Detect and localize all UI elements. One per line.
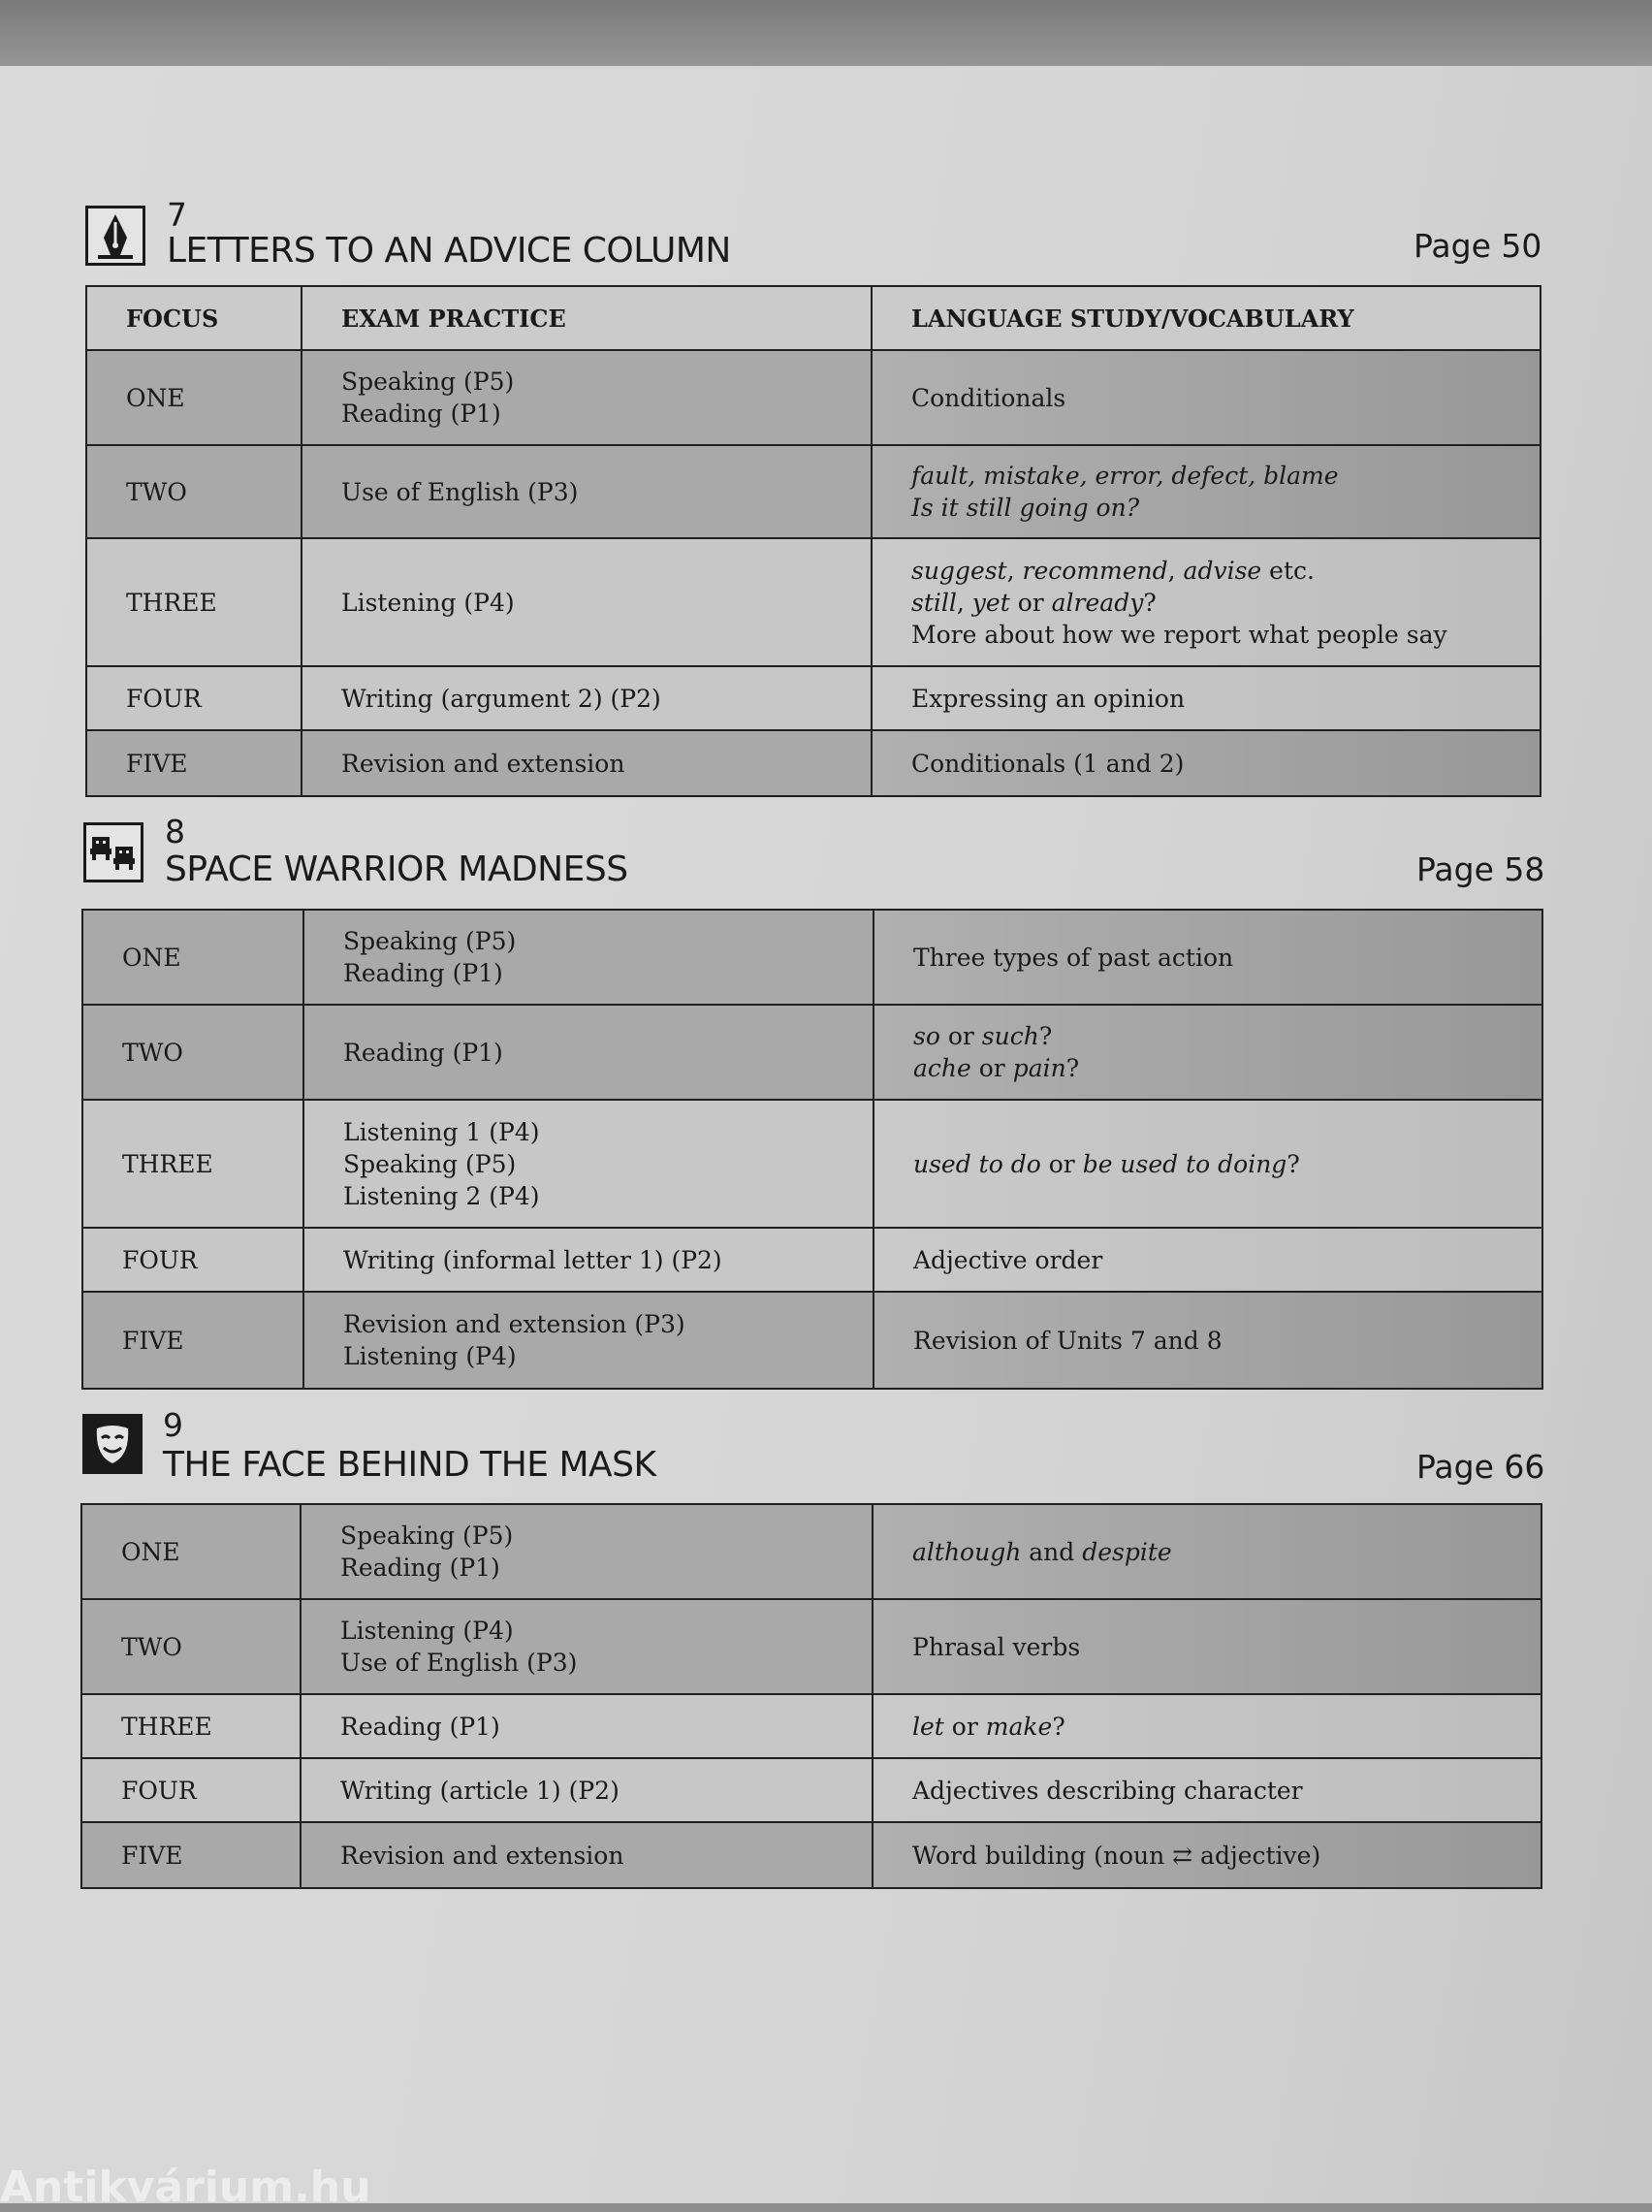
focus-cell: ONE <box>82 910 303 1005</box>
text-segment: advise <box>1183 556 1262 585</box>
unit-page-ref: Page 66 <box>1416 1448 1545 1486</box>
language-study-line <box>911 382 1540 414</box>
language-study-line <box>912 1536 1541 1568</box>
table-row <box>82 1292 1542 1389</box>
mask-icon <box>82 1414 143 1474</box>
language-study-cell <box>872 538 1541 666</box>
focus-cell: ONE <box>86 350 302 445</box>
exam-practice-line: Reading (P1) <box>340 1554 500 1582</box>
exam-practice-cell <box>301 1822 873 1888</box>
exam-practice-line: Listening (P4) <box>340 1617 514 1645</box>
text-segment: Conditionals (1 and 2) <box>911 749 1185 778</box>
language-study-cell <box>872 445 1541 538</box>
space-invaders-icon <box>83 822 143 882</box>
focus-cell: TWO <box>81 1599 301 1694</box>
focus-cell: THREE <box>81 1694 301 1758</box>
language-study-line <box>912 1840 1541 1872</box>
table-row <box>81 1758 1541 1822</box>
language-study-cell <box>872 350 1541 445</box>
exam-practice-cell <box>302 730 872 796</box>
exam-practice-cell <box>301 1694 873 1758</box>
focus-cell: THREE <box>82 1100 303 1228</box>
language-study-cell <box>872 666 1541 730</box>
pen-nib-icon <box>85 206 145 266</box>
exam-practice-cell <box>302 666 872 730</box>
exam-practice-line: Reading (P1) <box>340 1712 500 1741</box>
text-segment: ? <box>1065 1054 1080 1082</box>
text-segment: or <box>1009 588 1052 617</box>
text-segment: such <box>981 1022 1039 1050</box>
unit-title: THE FACE BEHIND THE MASK <box>163 1445 656 1485</box>
exam-practice-line: Speaking (P5) <box>340 1522 514 1550</box>
unit-page-ref: Page 58 <box>1416 850 1545 888</box>
text-segment: ? <box>1038 1022 1053 1050</box>
exam-practice-cell <box>303 1228 874 1292</box>
table-row <box>82 1005 1542 1100</box>
table-row <box>81 1599 1541 1694</box>
exam-practice-cell <box>301 1758 873 1822</box>
text-segment: pain <box>1012 1054 1066 1082</box>
text-segment: although <box>912 1537 1022 1566</box>
language-study-line <box>911 619 1540 651</box>
exam-practice-cell <box>303 910 874 1005</box>
language-study-line <box>911 587 1540 619</box>
unit-title: SPACE WARRIOR MADNESS <box>165 850 628 889</box>
exam-practice-line: Revision and extension (P3) <box>343 1310 685 1338</box>
exam-practice-line: Listening (P4) <box>341 588 515 617</box>
language-study-line <box>912 1711 1541 1743</box>
exam-practice-line: Use of English (P3) <box>341 477 579 506</box>
text-segment: yet <box>971 588 1010 617</box>
focus-cell: FIVE <box>82 1292 303 1389</box>
exam-practice-cell <box>302 445 872 538</box>
language-study-cell <box>873 1694 1541 1758</box>
text-segment: or <box>1040 1149 1083 1178</box>
language-study-cell <box>873 1599 1541 1694</box>
column-header: EXAM PRACTICE <box>302 286 872 350</box>
text-segment: Adjectives describing character <box>912 1776 1303 1805</box>
table-row <box>86 538 1541 666</box>
text-segment: so <box>913 1022 940 1050</box>
text-segment: already <box>1051 588 1144 617</box>
text-segment: or <box>939 1022 982 1050</box>
column-header: FOCUS <box>86 286 302 350</box>
exam-practice-cell <box>303 1292 874 1389</box>
focus-cell: ONE <box>81 1504 301 1599</box>
exam-practice-line: Reading (P1) <box>343 959 503 987</box>
language-study-line <box>911 683 1540 715</box>
table-row <box>86 730 1541 796</box>
language-study-cell <box>874 1228 1542 1292</box>
text-segment: ? <box>1287 1149 1300 1178</box>
table-row <box>82 1228 1542 1292</box>
exam-practice-line: Writing (article 1) (P2) <box>340 1776 620 1805</box>
focus-cell: FIVE <box>81 1822 301 1888</box>
text-segment: recommend <box>1022 556 1168 585</box>
language-study-cell <box>874 1100 1542 1228</box>
table-row <box>82 1100 1542 1228</box>
language-study-line <box>913 1020 1541 1052</box>
table-row <box>81 1694 1541 1758</box>
exam-practice-line: Writing (informal letter 1) (P2) <box>343 1245 722 1274</box>
language-study-cell <box>874 1292 1542 1389</box>
text-segment: still <box>911 588 957 617</box>
table-row <box>81 1822 1541 1888</box>
language-study-line <box>911 748 1540 780</box>
unit-number: 8 <box>165 813 185 850</box>
text-segment: despite <box>1082 1537 1172 1566</box>
unit-7-table <box>85 285 1541 797</box>
text-segment: ? <box>1143 588 1157 617</box>
exam-practice-line: Speaking (P5) <box>343 927 517 955</box>
language-study-line <box>912 1775 1541 1807</box>
text-segment: Word building (noun ⇄ adjective) <box>912 1841 1321 1870</box>
focus-cell: TWO <box>82 1005 303 1100</box>
language-study-line <box>913 942 1541 974</box>
exam-practice-cell <box>303 1005 874 1100</box>
language-study-line <box>911 492 1540 524</box>
exam-practice-line: Speaking (P5) <box>343 1149 517 1178</box>
exam-practice-line: Revision and extension <box>340 1841 624 1870</box>
language-study-line <box>913 1148 1541 1180</box>
exam-practice-cell <box>301 1599 873 1694</box>
mask-icon-graphic <box>85 1417 140 1471</box>
text-segment: ? <box>1052 1712 1065 1741</box>
exam-practice-line: Use of English (P3) <box>340 1649 578 1677</box>
text-segment: suggest <box>911 556 1007 585</box>
text-segment: , <box>956 588 972 617</box>
text-segment: make <box>985 1712 1053 1741</box>
unit-page-ref: Page 50 <box>1414 227 1542 265</box>
text-segment: Is it still going on? <box>911 494 1140 522</box>
space-invaders-icon-graphic <box>86 825 141 880</box>
language-study-cell <box>873 1758 1541 1822</box>
focus-cell: FIVE <box>86 730 302 796</box>
exam-practice-cell <box>302 350 872 445</box>
language-study-cell <box>874 1005 1542 1100</box>
language-study-line <box>913 1052 1541 1084</box>
exam-practice-line: Writing (argument 2) (P2) <box>341 684 661 713</box>
focus-cell: THREE <box>86 538 302 666</box>
text-segment: fault, mistake, error, defect, blame <box>911 462 1339 490</box>
language-study-line <box>911 460 1540 492</box>
table-row <box>81 1504 1541 1599</box>
table-row <box>86 350 1541 445</box>
language-study-cell <box>873 1822 1541 1888</box>
text-segment: Expressing an opinion <box>911 684 1186 713</box>
text-segment: ache <box>913 1054 971 1082</box>
text-segment: , <box>1167 556 1184 585</box>
language-study-line <box>911 555 1540 587</box>
focus-cell: TWO <box>86 445 302 538</box>
language-study-line <box>912 1631 1541 1663</box>
text-segment: Revision of Units 7 and 8 <box>913 1326 1223 1355</box>
unit-number: 7 <box>167 196 187 234</box>
exam-practice-line: Listening 1 (P4) <box>343 1117 540 1146</box>
exam-practice-line: Listening 2 (P4) <box>343 1181 540 1210</box>
text-segment: Conditionals <box>911 383 1066 412</box>
language-study-cell <box>873 1504 1541 1599</box>
unit-8-table <box>81 909 1543 1390</box>
text-segment: More about how we report what people say <box>911 620 1447 649</box>
text-segment: and <box>1021 1537 1083 1566</box>
text-segment: be used to doing <box>1082 1149 1287 1178</box>
focus-cell: FOUR <box>81 1758 301 1822</box>
table-row <box>86 445 1541 538</box>
unit-9-table <box>80 1503 1542 1889</box>
language-study-line <box>913 1325 1541 1357</box>
exam-practice-line: Speaking (P5) <box>341 368 515 396</box>
unit-title: LETTERS TO AN ADVICE COLUMN <box>167 231 731 271</box>
pen-nib-icon-graphic <box>88 208 143 263</box>
text-segment: let <box>912 1712 944 1741</box>
table-row <box>86 666 1541 730</box>
exam-practice-cell <box>303 1100 874 1228</box>
language-study-cell <box>874 910 1542 1005</box>
exam-practice-line: Reading (P1) <box>343 1038 503 1067</box>
exam-practice-line: Revision and extension <box>341 749 625 778</box>
text-segment: Three types of past action <box>913 943 1234 972</box>
exam-practice-cell <box>301 1504 873 1599</box>
exam-practice-line: Listening (P4) <box>343 1342 517 1370</box>
text-segment: or <box>943 1712 986 1741</box>
text-segment: etc. <box>1261 556 1315 585</box>
table-row <box>82 910 1542 1005</box>
text-segment: Phrasal verbs <box>912 1632 1081 1661</box>
exam-practice-line: Reading (P1) <box>341 400 501 428</box>
language-study-cell <box>872 730 1541 796</box>
exam-practice-cell <box>302 538 872 666</box>
language-study-line <box>913 1244 1541 1276</box>
text-segment: or <box>970 1054 1013 1082</box>
text-segment: Adjective order <box>913 1245 1103 1274</box>
text-segment: used to do <box>913 1149 1041 1178</box>
watermark: Antikvárium.hu <box>0 2163 371 2212</box>
column-header: LANGUAGE STUDY/VOCABULARY <box>872 286 1541 350</box>
unit-number: 9 <box>163 1406 183 1444</box>
table-header-row <box>86 286 1541 350</box>
focus-cell: FOUR <box>86 666 302 730</box>
focus-cell: FOUR <box>82 1228 303 1292</box>
text-segment: , <box>1006 556 1023 585</box>
